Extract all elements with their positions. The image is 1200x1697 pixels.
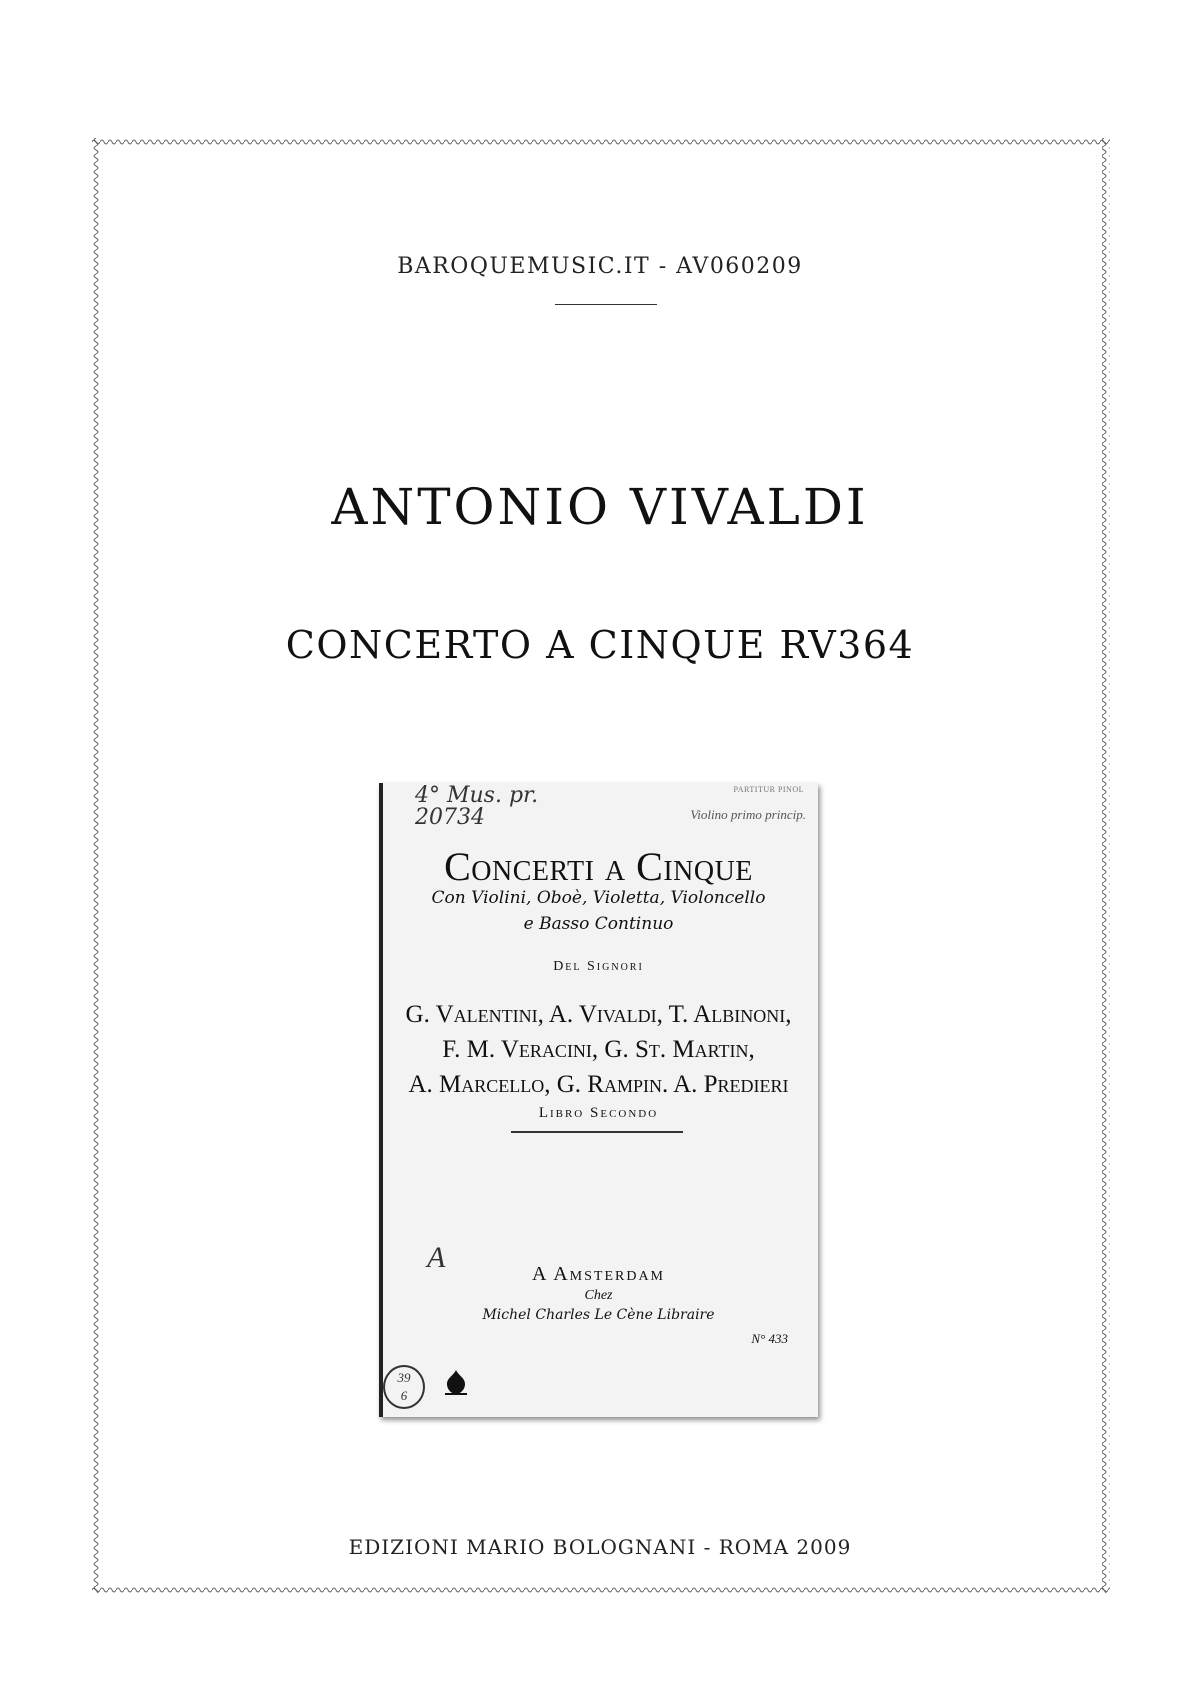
library-stamp-line: 39: [397, 1370, 411, 1385]
publisher-name: Michel Charles Le Cène Libraire: [482, 1307, 715, 1323]
series-label: BAROQUEMUSIC.IT - AV060209: [397, 254, 803, 279]
chez-label: Chez: [584, 1288, 613, 1303]
publication-place: A Amsterdam: [531, 1263, 666, 1285]
publisher-imprint: EDIZIONI MARIO BOLOGNANI - ROMA 2009: [348, 1535, 852, 1559]
shelfmark-line: 4° Mus. pr.: [415, 783, 539, 808]
composer-line: F. M. Veracini, G. St. Martin,: [442, 1036, 755, 1063]
facsimile-title: Concerti a Cinque: [444, 844, 753, 889]
corner-note: Violino primo princip.: [690, 807, 806, 822]
instrumentation-line: Con Violini, Oboè, Violetta, Violoncello: [431, 888, 766, 908]
title-page-facsimile: [379, 783, 818, 1417]
plate-number: N° 433: [751, 1331, 788, 1346]
instrumentation-line: e Basso Continuo: [523, 914, 674, 934]
composer-line: G. Valentini, A. Vivaldi, T. Albinoni,: [405, 1001, 792, 1028]
library-stamp: [383, 1365, 425, 1409]
libro-label: Libro Secondo: [538, 1105, 659, 1121]
series-divider: [555, 304, 657, 305]
shelfmark-line: 20734: [415, 805, 485, 830]
top-stamp: PARTITUR PINOL: [733, 785, 804, 794]
facsimile-instrumentation: [379, 885, 818, 937]
del-signori: Del Signori: [553, 959, 644, 974]
libro-underline: [511, 1131, 683, 1133]
composer-list: [379, 997, 818, 1102]
composer-name: ANTONIO VIVALDI: [331, 478, 869, 536]
library-stamp-line: 6: [400, 1388, 408, 1403]
work-title: CONCERTO A CINQUE RV364: [285, 623, 915, 667]
printer-ornament-icon: [441, 1368, 471, 1398]
composer-line: A. Marcello, G. Rampin. A. Predieri: [408, 1071, 789, 1098]
handwritten-mark: A: [427, 1241, 446, 1274]
shelfmark: [415, 785, 538, 829]
